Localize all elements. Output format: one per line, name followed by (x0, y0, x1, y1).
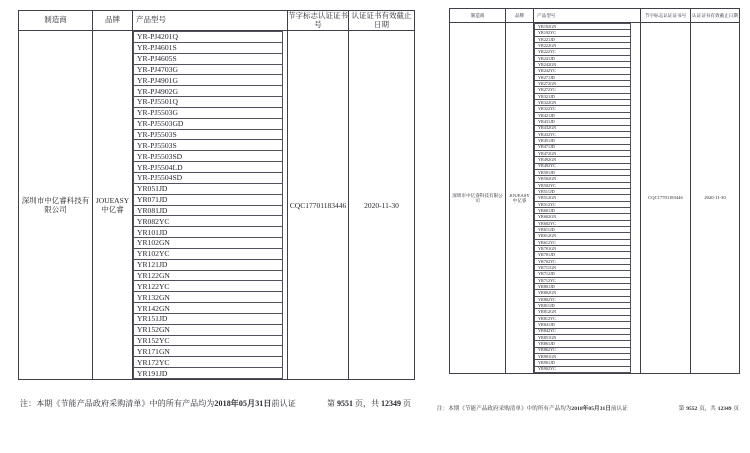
model-row: YR071JD (133, 194, 283, 206)
model-row: YR841JD (534, 321, 631, 328)
model-row: YR842YC (534, 328, 631, 335)
page-footer-right (437, 404, 740, 412)
model-row: YR192GN (534, 23, 631, 30)
model-row: YR502YC (534, 182, 631, 189)
model-row: YR102GN (133, 237, 283, 249)
brand-cell (506, 23, 534, 373)
model-row: YR241JD (534, 55, 631, 62)
manufacturer-cell: 深圳市中亿睿科技有限公司 (19, 31, 93, 379)
model-row: YR702YC (534, 258, 631, 265)
footer-note-prefix: 注：本期《节能产品政府采购清单》中的所有产品均为 (437, 406, 572, 412)
column-header-model: 产品型号 (534, 9, 641, 23)
page-info-label-no: 第 (327, 399, 335, 408)
model-row: YR472GN (534, 150, 631, 157)
model-row: YR191JD (133, 367, 283, 379)
model-row: YR802YC (534, 296, 631, 303)
model-row: YR611JD (534, 226, 631, 233)
model-row: YR171GN (133, 345, 283, 357)
model-row: YR501JD (534, 169, 631, 176)
model-row: YR-PJ5503SD (133, 150, 283, 162)
model-row: YR432GN (534, 125, 631, 132)
model-row: YR612YC (534, 239, 631, 246)
model-row: YR242GN (534, 61, 631, 68)
model-list-cell (133, 31, 288, 379)
model-row: YR901GN (534, 353, 631, 360)
model-row: YR512GN (534, 194, 631, 201)
model-row: YR492YC (534, 163, 631, 170)
model-row: YR-PJ5503GD (133, 118, 283, 130)
model-row: YR172YC (133, 356, 283, 368)
column-header-manufacturer: 制造商 (450, 9, 506, 23)
model-row: YR132GN (133, 291, 283, 303)
model-row: YR431JD (534, 118, 631, 125)
model-row: YR-PJ4902G (133, 85, 283, 97)
model-row: YR812GN (534, 308, 631, 315)
model-row: YR-PJ4703G (133, 64, 283, 76)
column-header-brand: 品牌 (506, 9, 534, 23)
model-row: YR-PJ5503S (133, 139, 283, 151)
model-row: YR142GN (133, 302, 283, 314)
brand-name-en: JOUEASY (509, 192, 530, 198)
model-row: YR152GN (133, 324, 283, 336)
model-row: YR321JD (534, 93, 631, 100)
model-list-cell (534, 23, 641, 373)
page-number: 9551 (337, 399, 353, 408)
footer-note-date: 2018年05月31日 (214, 399, 272, 408)
model-row: YR861JD (534, 340, 631, 347)
column-header-cert-number: 节字标志认证证书号 (288, 11, 349, 31)
model-row: YR421JD (534, 112, 631, 119)
brand-name-cn: 中亿睿 (512, 198, 527, 203)
model-row: YR492GN (534, 156, 631, 163)
footer-note-date: 2018年05月31日 (571, 406, 612, 412)
model-row: YR801JD (534, 283, 631, 290)
page-info-label-unit: 页 (403, 399, 411, 408)
model-row: YR-PJ5504SD (133, 172, 283, 184)
model-row: YR451JD (534, 137, 631, 144)
model-row: YR271JD (534, 74, 631, 81)
model-row: YR602YC (534, 220, 631, 227)
column-header-manufacturer: 制造商 (19, 11, 93, 31)
page-number: 9552 (686, 406, 698, 412)
expiry-date-cell: 2020-11-30 (364, 200, 399, 210)
expiry-date-cell: 2020-11-30 (704, 195, 726, 201)
model-row: YR601JD (534, 207, 631, 214)
model-row: YR432YC (534, 131, 631, 138)
model-row: YR082YC (133, 215, 283, 227)
model-row: YR102YC (133, 248, 283, 260)
model-row: YR712YC (534, 277, 631, 284)
page-total: 12349 (717, 406, 732, 412)
model-row: YR222YC (534, 48, 631, 55)
page-info-label-total: 页，共 (699, 406, 716, 412)
model-row: YR612GN (534, 232, 631, 239)
model-row: YR152YC (133, 335, 283, 347)
page-info (326, 398, 412, 409)
model-row: YR-PJ5503G (133, 107, 283, 119)
model-row: YR122GN (133, 270, 283, 282)
model-row: YR-PJ5503S (133, 129, 283, 141)
footer-note (20, 398, 296, 409)
model-row: YR811JD (534, 302, 631, 309)
model-row: YR512YC (534, 201, 631, 208)
model-row: YR101JD (133, 226, 283, 238)
brand-name-en: JOUEASY (95, 196, 130, 205)
model-row: YR701GN (534, 245, 631, 252)
footer-note-suffix: 前认证 (611, 406, 628, 412)
footer-note-prefix: 注：本期《节能产品政府采购清单》中的所有产品均为 (20, 399, 215, 408)
model-row: YR-PJ5501Q (133, 96, 283, 108)
model-row: YR272YC (534, 86, 631, 93)
page-info-label-unit: 页 (733, 406, 739, 412)
page-total: 12349 (381, 399, 401, 408)
page-footer-left (20, 398, 412, 409)
page-info (678, 404, 740, 412)
cert-number-cell: CQC17701183446 (288, 31, 349, 379)
model-row: YR-PJ5504LD (133, 161, 283, 173)
model-row: YR901JD (534, 359, 631, 366)
model-row: YR851GN (534, 334, 631, 341)
column-header-model: 产品型号 (133, 11, 288, 31)
model-row: YR221JD (534, 36, 631, 43)
cert-number-cell: CQC17701183446 (641, 23, 691, 373)
brand-name-cn: 中亿睿 (101, 205, 124, 214)
model-row: YR711GN (534, 264, 631, 271)
model-row: YR511JD (534, 188, 631, 195)
model-list (534, 23, 640, 373)
column-header-expiry-date: 认证证书有效截止日期 (349, 11, 414, 31)
model-list (133, 31, 287, 379)
model-row: YR-PJ4901G (133, 74, 283, 86)
column-header-cert-number: 节字标志认证证书号 (641, 9, 691, 23)
model-row: YR602GN (534, 213, 631, 220)
model-row: YR902YC (534, 366, 631, 373)
column-header-brand: 品牌 (93, 11, 133, 31)
model-row: YR272GN (534, 80, 631, 87)
model-row: YR222GN (534, 42, 631, 49)
product-table-right (449, 8, 740, 374)
model-row: YR151JD (133, 313, 283, 325)
column-header-expiry-date: 认证证书有效截止日期 (691, 9, 739, 23)
page-info-label-total: 页，共 (355, 399, 379, 408)
page-info-label-no: 第 (678, 406, 685, 412)
model-row: YR242YC (534, 67, 631, 74)
model-row: YR121JD (133, 259, 283, 271)
brand-cell (93, 31, 133, 379)
model-row: YR-PJ4601S (133, 42, 283, 54)
model-row: YR701JD (534, 251, 631, 258)
model-row: YR471JD (534, 144, 631, 151)
footer-note (437, 404, 628, 412)
model-row: YR502GN (534, 175, 631, 182)
model-row: YR081JD (133, 205, 283, 217)
model-row: YR322YC (534, 105, 631, 112)
model-row: YR-PJ4201Q (133, 31, 283, 43)
manufacturer-cell: 深圳市中亿睿科技有限公司 (450, 23, 506, 373)
footer-note-suffix: 前认证 (271, 399, 296, 408)
model-row: YR051JD (133, 183, 283, 195)
product-table-left (18, 10, 415, 380)
model-row: YR862YC (534, 347, 631, 354)
model-row: YR812YC (534, 315, 631, 322)
model-row: YR322GN (534, 99, 631, 106)
model-row: YR712JD (534, 270, 631, 277)
model-row: YR122YC (133, 280, 283, 292)
model-row: YR-PJ4605S (133, 53, 283, 65)
model-row: YR192YC (534, 29, 631, 36)
model-row: YR802GN (534, 289, 631, 296)
